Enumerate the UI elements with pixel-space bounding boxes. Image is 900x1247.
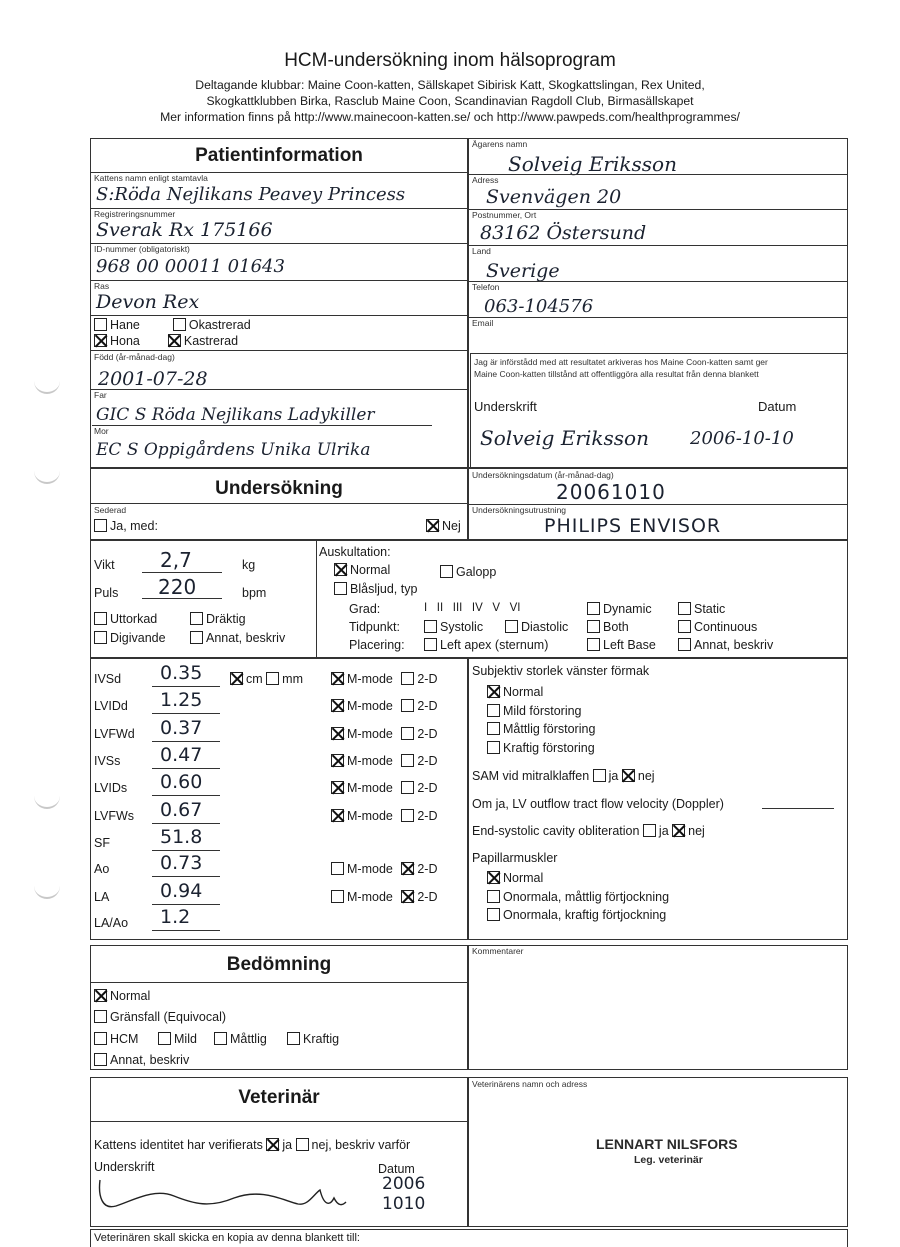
unit-choice: cm mm <box>230 672 303 686</box>
pap-normal-checkbox[interactable] <box>487 871 500 884</box>
exam-date-label: Undersökningsdatum (år-månad-dag) <box>472 470 614 480</box>
pap-kraftig-checkbox[interactable] <box>487 908 500 921</box>
vet-date-value: 2006 <box>382 1174 426 1194</box>
father-label: Far <box>94 390 107 400</box>
twod-checkbox[interactable] <box>401 754 414 767</box>
grad-values: I II III IV V VI <box>424 602 521 614</box>
mode-choice: M-mode 2-D <box>331 699 437 713</box>
mode-choice: M-mode 2-D <box>331 890 437 904</box>
address-value: Svenvägen 20 <box>486 186 622 208</box>
vet-date-label: Datum <box>378 1162 415 1176</box>
measurement-label: IVSs <box>94 754 121 768</box>
measurement-label: IVSd <box>94 672 122 686</box>
kastrerad-checkbox[interactable] <box>168 334 181 347</box>
reg-value: Sverak Rx 175166 <box>96 219 273 241</box>
sedated-nej: Nej <box>426 519 461 533</box>
la-normal-checkbox[interactable] <box>487 685 500 698</box>
sedated-ja-checkbox[interactable] <box>94 519 107 532</box>
address-label: Adress <box>472 175 499 185</box>
vet-name-label: Veterinärens namn och adress <box>472 1079 588 1089</box>
assess-annat-checkbox[interactable] <box>94 1053 107 1066</box>
hcm-mattlig-checkbox[interactable] <box>214 1032 227 1045</box>
sex-row: Hane Okastrerad <box>94 318 251 332</box>
identity-ja-checkbox[interactable] <box>266 1138 279 1151</box>
vet-signature <box>94 1176 354 1216</box>
measurement-value: 0.60 <box>160 771 203 793</box>
vet-stamp-name: LENNART NILSFORS <box>596 1136 738 1152</box>
gransfall-checkbox[interactable] <box>94 1010 107 1023</box>
grad-label: Grad: <box>349 602 381 616</box>
comments-label: Kommentarer <box>472 946 524 956</box>
measurement-value: 0.67 <box>160 799 203 821</box>
annat-checkbox[interactable] <box>190 631 203 644</box>
measurement-label: LVIDd <box>94 699 128 713</box>
mmode-checkbox[interactable] <box>331 890 344 903</box>
dynamic-checkbox[interactable] <box>587 602 600 615</box>
clubs-line: Deltagande klubbar: Maine Coon-katten, Sällskapet Sibirisk Katt, Skogkattslingan, Rex United, <box>195 78 705 92</box>
comments-box <box>468 945 848 1070</box>
systolic-checkbox[interactable] <box>424 620 437 633</box>
binder-hole <box>34 885 60 899</box>
endsys-ja-checkbox[interactable] <box>643 824 656 837</box>
vet-stamp-title: Leg. veterinär <box>634 1154 703 1166</box>
footer-text: Veterinären skall skicka en kopia av denna blankett till: <box>94 1232 360 1244</box>
measurement-value: 1.25 <box>160 689 203 711</box>
sex-row: Hona Kastrerad <box>94 334 238 348</box>
hcm-mild-checkbox[interactable] <box>158 1032 171 1045</box>
weight-value: 2,7 <box>160 548 192 572</box>
measurement-label: SF <box>94 836 110 850</box>
measurement-value: 0.37 <box>160 717 203 739</box>
phone-value: 063-104576 <box>484 296 594 317</box>
mode-choice: M-mode 2-D <box>331 754 437 768</box>
measurement-underline <box>152 795 220 796</box>
measurement-value: 1.2 <box>160 906 191 928</box>
cm-checkbox[interactable] <box>230 672 243 685</box>
endsys-nej-checkbox[interactable] <box>672 824 685 837</box>
father-value: GIC S Röda Nejlikans Ladykiller <box>96 405 375 425</box>
measurement-underline <box>152 850 220 851</box>
both-checkbox[interactable] <box>587 620 600 633</box>
vet-signature-label: Underskrift <box>94 1160 155 1174</box>
pulse-value: 220 <box>158 575 197 599</box>
email-label: Email <box>472 318 494 328</box>
twod-checkbox[interactable] <box>401 890 414 903</box>
la-kraftig-checkbox[interactable] <box>487 741 500 754</box>
equip-value: PHILIPS ENVISOR <box>544 515 722 537</box>
measurement-label: LA/Ao <box>94 916 129 930</box>
assessment-heading: Bedömning <box>226 954 332 975</box>
placering-label: Placering: <box>349 638 405 652</box>
static-checkbox[interactable] <box>678 602 691 615</box>
pap-mattlig-checkbox[interactable] <box>487 890 500 903</box>
mmode-checkbox[interactable] <box>331 754 344 767</box>
twod-checkbox[interactable] <box>401 862 414 875</box>
twod-checkbox[interactable] <box>401 727 414 740</box>
hane-checkbox[interactable] <box>94 318 107 331</box>
measurement-value: 0.94 <box>160 880 203 902</box>
consent-text: Jag är införstådd med att resultatet arkiveras hos Maine Coon-katten samt ger <box>474 357 768 367</box>
sedated-label: Sederad <box>94 505 127 515</box>
binder-hole <box>34 470 60 484</box>
exam-heading: Undersökning <box>215 478 343 499</box>
annat-beskriv-checkbox[interactable] <box>678 638 691 651</box>
la-mild-checkbox[interactable] <box>487 704 500 717</box>
twod-checkbox[interactable] <box>401 781 414 794</box>
papillar-heading: Papillarmuskler <box>472 851 558 865</box>
owner-signature: Solveig Eriksson <box>480 426 649 450</box>
measurement-underline <box>152 876 220 877</box>
hona-checkbox[interactable] <box>94 334 107 347</box>
mode-choice: M-mode 2-D <box>331 862 437 876</box>
vet-address-box <box>468 1077 848 1227</box>
mode-choice: M-mode 2-D <box>331 781 437 795</box>
country-label: Land <box>472 246 491 256</box>
owner-name-value: Solveig Eriksson <box>508 152 677 176</box>
clubs-line: Skogkattklubben Birka, Rasclub Maine Coon, Scandinavian Ragdoll Club, Birmasällskapet <box>206 94 694 108</box>
measurement-value: 51.8 <box>160 826 203 848</box>
cat-name-value: S:Röda Nejlikans Peavey Princess <box>96 184 406 205</box>
ausc-normal-checkbox[interactable] <box>334 563 347 576</box>
binder-hole <box>34 380 60 394</box>
draktig-checkbox[interactable] <box>190 612 203 625</box>
owner-date-value: 2006-10-10 <box>690 428 794 449</box>
sedated-nej-checkbox[interactable] <box>426 519 439 532</box>
mode-choice: M-mode 2-D <box>331 809 437 823</box>
mmode-checkbox[interactable] <box>331 862 344 875</box>
twod-checkbox[interactable] <box>401 672 414 685</box>
uttorkad-checkbox[interactable] <box>94 612 107 625</box>
measurement-underline <box>152 713 220 714</box>
measurement-underline <box>152 823 220 824</box>
country-value: Sverige <box>486 260 560 282</box>
form-title: HCM-undersökning inom hälsoprogram <box>284 50 616 71</box>
id-value: 968 00 00011 01643 <box>96 256 285 277</box>
assess-normal-checkbox[interactable] <box>94 989 107 1002</box>
mmode-checkbox[interactable] <box>331 699 344 712</box>
diastolic-checkbox[interactable] <box>505 620 518 633</box>
hcm-kraftig-checkbox[interactable] <box>287 1032 300 1045</box>
mode-choice: M-mode 2-D <box>331 727 437 741</box>
postal-value: 83162 Östersund <box>480 222 647 244</box>
measurement-underline <box>152 686 220 687</box>
sedated-ja: Ja, med: <box>94 519 158 533</box>
weight-unit: kg <box>242 558 256 572</box>
la-mattlig-checkbox[interactable] <box>487 722 500 735</box>
ausc-label: Auskultation: <box>319 545 391 559</box>
measurement-label: Ao <box>94 862 110 876</box>
mode-choice: M-mode 2-D <box>331 672 437 686</box>
equip-label: Undersökningsutrustning <box>472 505 567 515</box>
tidpunkt-label: Tidpunkt: <box>349 620 400 634</box>
subjective-heading: Subjektiv storlek vänster förmak <box>472 664 650 678</box>
measurement-value: 0.47 <box>160 744 203 766</box>
galopp-checkbox[interactable] <box>440 565 453 578</box>
breed-value: Devon Rex <box>96 291 200 313</box>
left-apex-checkbox[interactable] <box>424 638 437 651</box>
breed-label: Ras <box>94 281 110 291</box>
mmode-checkbox[interactable] <box>331 727 344 740</box>
exam-date-value: 20061010 <box>556 480 666 504</box>
info-line: Mer information finns på http://www.mainecoon-katten.se/ och http://www.pawpeds.com/healthprogrammes/ <box>160 110 740 124</box>
pulse-unit: bpm <box>242 586 267 600</box>
mmode-checkbox[interactable] <box>331 809 344 822</box>
measurement-underline <box>152 741 220 742</box>
owner-name-label: Ägarens namn <box>472 139 528 149</box>
okastrerad-checkbox[interactable] <box>173 318 186 331</box>
weight-label: Vikt <box>94 558 115 572</box>
measurement-label: LVFWd <box>94 727 135 741</box>
sam-nej-checkbox[interactable] <box>622 769 635 782</box>
postal-label: Postnummer, Ort <box>472 210 537 220</box>
measurement-underline <box>152 904 220 905</box>
continuous-checkbox[interactable] <box>678 620 691 633</box>
left-base-checkbox[interactable] <box>587 638 600 651</box>
phone-label: Telefon <box>472 282 500 292</box>
twod-checkbox[interactable] <box>401 699 414 712</box>
born-value: 2001-07-28 <box>98 368 208 390</box>
hcm-checkbox[interactable] <box>94 1032 107 1045</box>
born-label: Född (år-månad-dag) <box>94 352 175 362</box>
consent-text: Maine Coon-katten tillstånd att offentliggöra alla resultat från denna blankett <box>474 369 759 379</box>
measurement-value: 0.73 <box>160 852 203 874</box>
blasljud-checkbox[interactable] <box>334 582 347 595</box>
patient-heading: Patientinformation <box>195 145 363 166</box>
id-label: ID-nummer (obligatoriskt) <box>94 244 190 254</box>
owner-date-label: Datum <box>758 399 797 414</box>
vet-date-value: 1010 <box>382 1194 426 1214</box>
measurement-label: LA <box>94 890 110 904</box>
mm-checkbox[interactable] <box>266 672 279 685</box>
measurement-underline <box>152 930 220 931</box>
measurement-value: 0.35 <box>160 662 203 684</box>
identity-nej-checkbox[interactable] <box>296 1138 309 1151</box>
measurement-underline <box>152 768 220 769</box>
mother-value: EC S Oppigårdens Unika Ulrika <box>96 440 371 460</box>
pulse-label: Puls <box>94 586 119 600</box>
mmode-checkbox[interactable] <box>331 672 344 685</box>
om-ja-label: Om ja, LV outflow tract flow velocity (Doppler) <box>472 797 724 811</box>
reg-label: Registreringsnummer <box>94 209 176 219</box>
measurement-label: LVFWs <box>94 809 135 823</box>
name-label: Kattens namn enligt stamtavla <box>94 173 208 183</box>
mmode-checkbox[interactable] <box>331 781 344 794</box>
owner-signature-label: Underskrift <box>474 399 537 414</box>
vet-heading: Veterinär <box>238 1087 320 1108</box>
mother-label: Mor <box>94 426 109 436</box>
digivande-checkbox[interactable] <box>94 631 107 644</box>
sam-ja-checkbox[interactable] <box>593 769 606 782</box>
measurement-label: LVIDs <box>94 781 128 795</box>
twod-checkbox[interactable] <box>401 809 414 822</box>
binder-hole <box>34 795 60 809</box>
